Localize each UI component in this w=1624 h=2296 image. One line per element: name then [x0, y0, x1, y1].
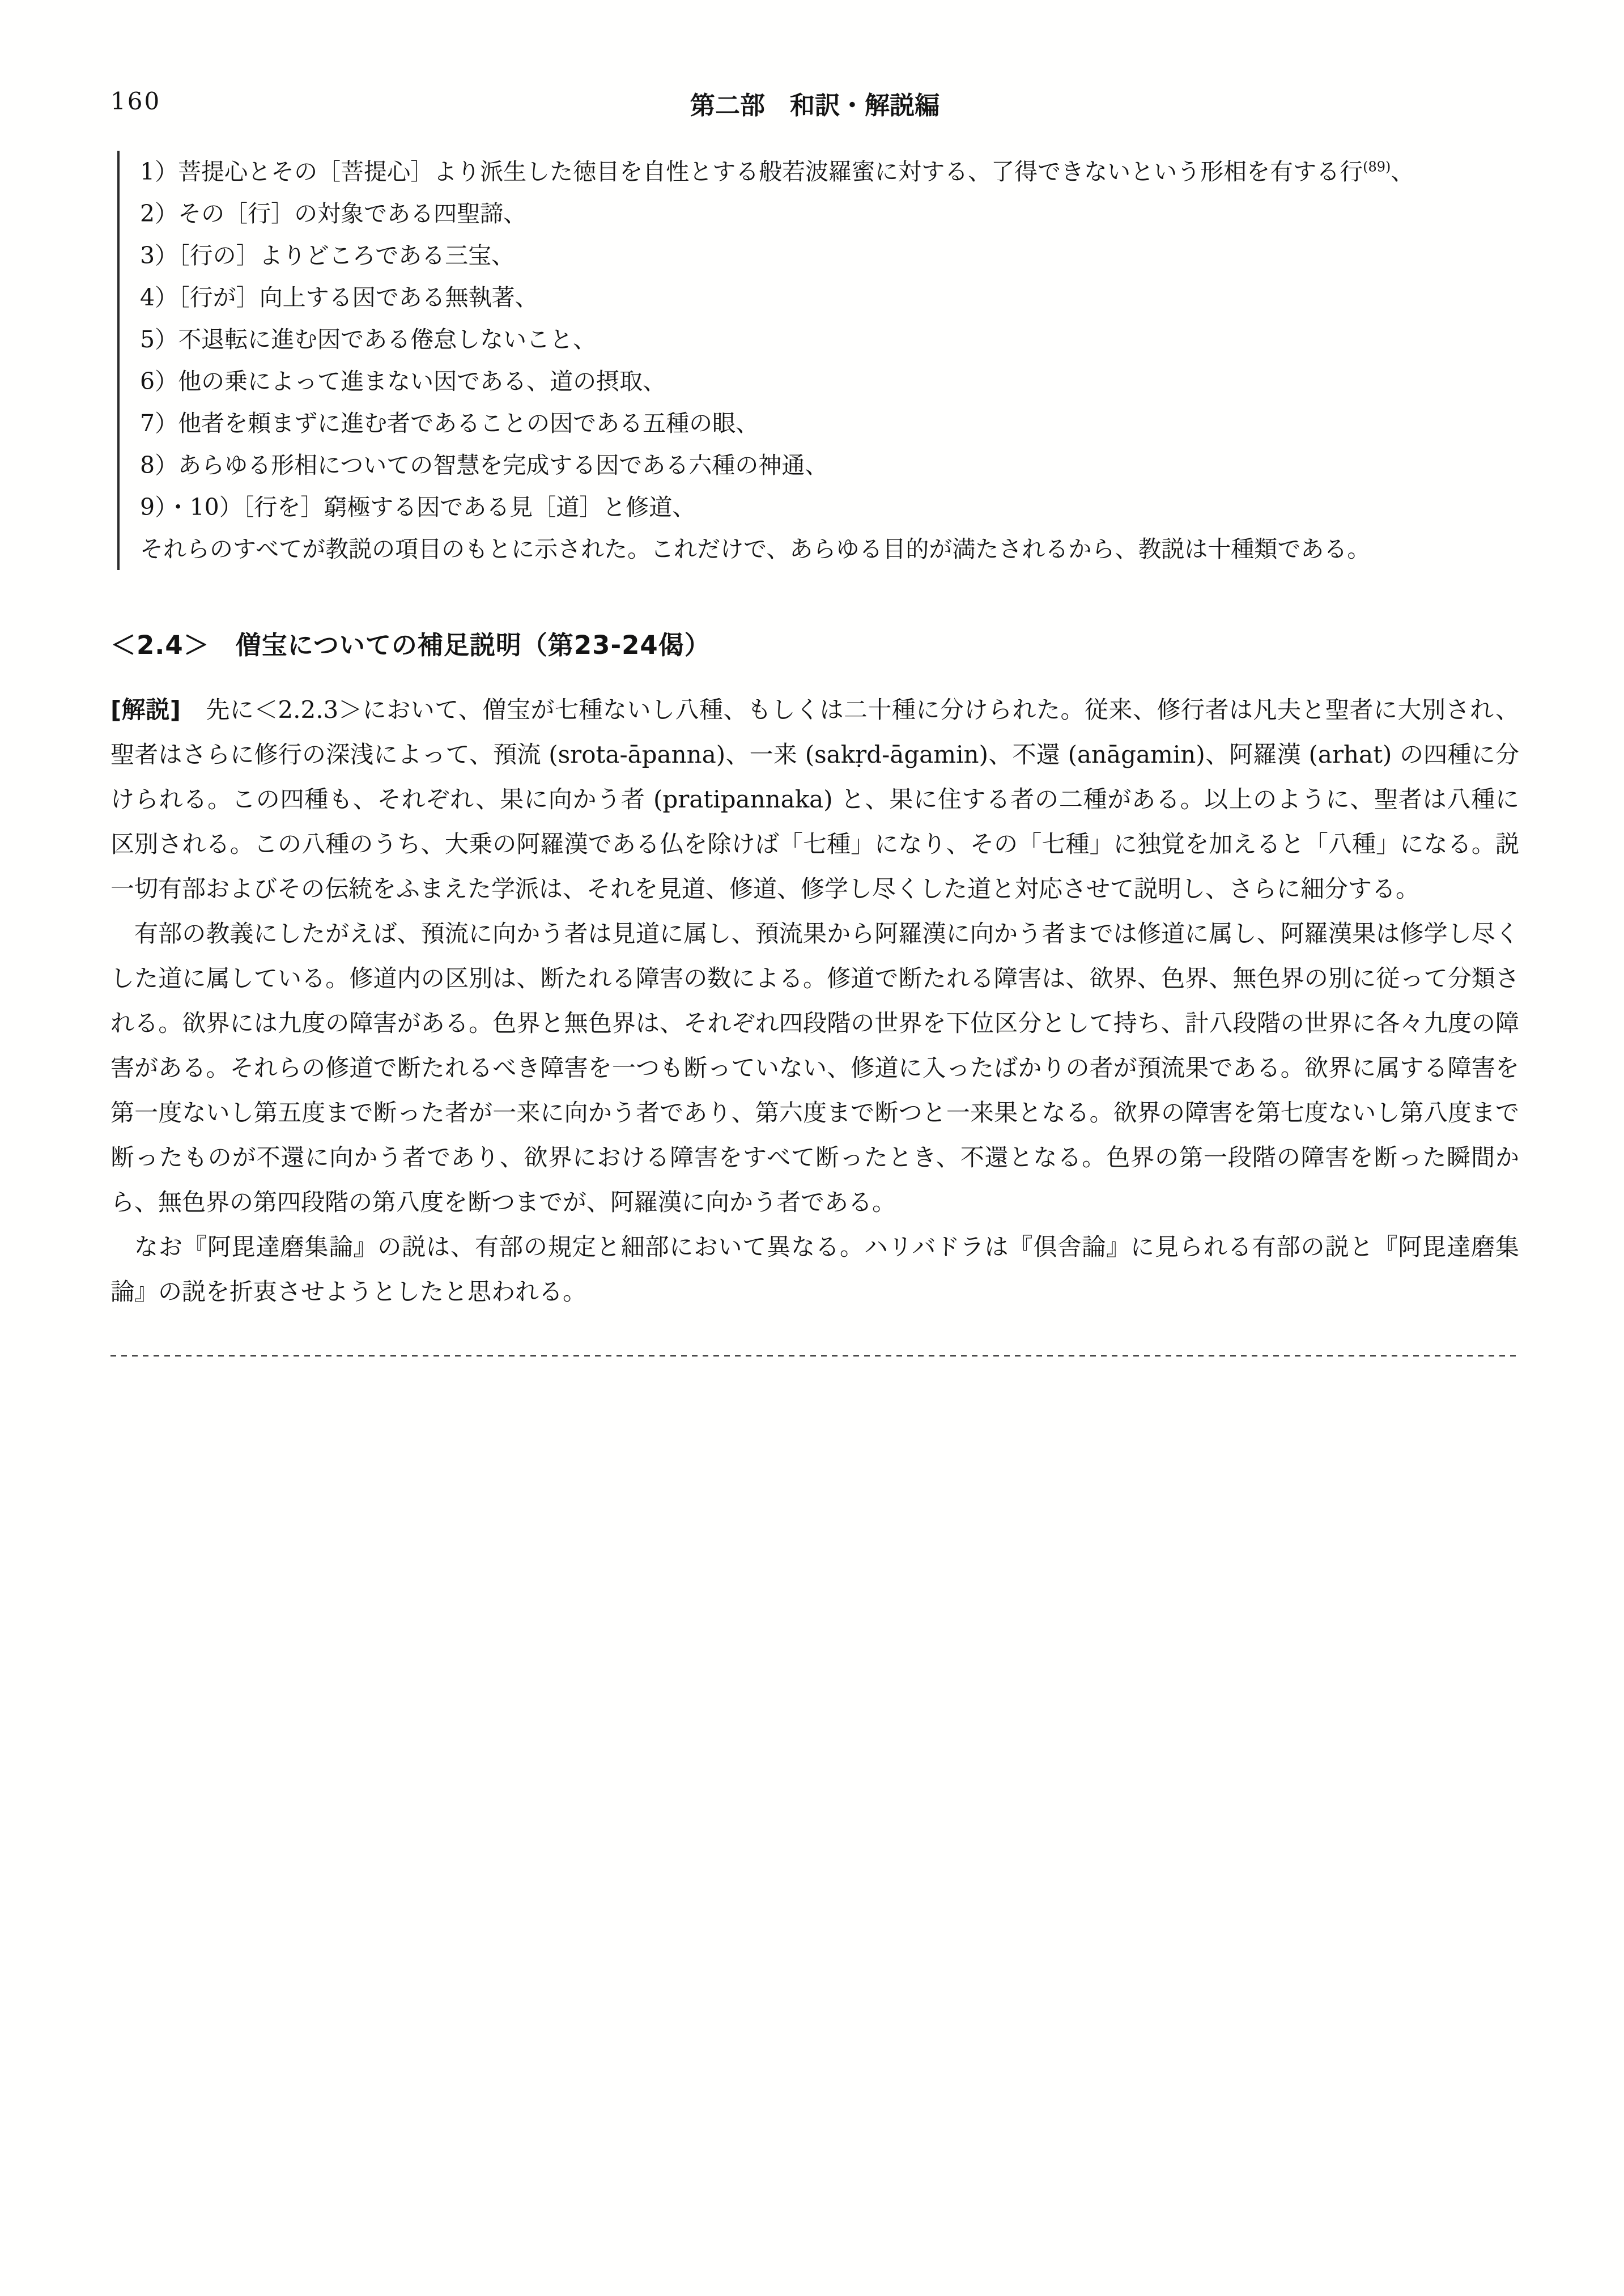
commentary-paragraph-3: なお『阿毘達磨集論』の説は、有部の規定と細部において異なる。ハリバドラは『倶舎論』に見られる有部の説と『阿毘達磨集論』の説を折衷させようとしたと思われる。 — [110, 1233, 1519, 1306]
list-item-2: 2）その［行］の対象である四聖諦、 — [140, 200, 527, 227]
section-heading: ＜2.4＞ 僧宝についての補足説明（第23-24偈） — [110, 630, 711, 660]
page-number: 160 — [110, 87, 161, 115]
footnote-marker: (89) — [1363, 159, 1391, 175]
list-item-1-tail: 、 — [1391, 158, 1414, 185]
list-item-1-text: 1）菩提心とその［菩提心］より派生した徳目を自性とする般若波羅蜜に対する、了得できないという形相を有する行 — [140, 158, 1363, 185]
list-item-3: 3）［行の］よりどころである三宝、 — [140, 242, 515, 269]
list-item-1 — [140, 151, 1516, 193]
list-closing-sentence: それらのすべてが教説の項目のもとに示された。これだけで、あらゆる目的が満たされるから、教説は十種類である。 — [140, 535, 1371, 563]
commentary-label: [解説] — [110, 696, 181, 724]
list-item-8: 8）あらゆる形相についての智慧を完成する因である六種の神通、 — [140, 452, 828, 479]
commentary-paragraph-1 — [110, 687, 1519, 911]
list-item-4: 4）［行が］向上する因である無執著、 — [140, 284, 538, 311]
page-header — [110, 85, 1519, 121]
list-item-6: 6）他の乗によって進まない因である、道の摂取、 — [140, 368, 666, 395]
commentary-paragraph-2: 有部の教義にしたがえば、預流に向かう者は見道に属し、預流果から阿羅漢に向かう者までは修道に属し、阿羅漢果は修学し尽くした道に属している。修道内の区別は、断たれる障害の数による。修道で断たれる障害は、欲界、色界、無色界の別に従って分類される。欲界には九度の障害がある。色界と無色界は、それぞれ四段階の世界を下位区分として持ち、計八段階の世界に各々九度の障害がある。それらの修道で断たれるべき障害を一つも断っていない、修道に入ったばかりの者が預流果である。欲界に属する障害を第一度ないし第五度まで断った者が一来に向かう者であり、第六度まで断つと一来果となる。欲界の障害を第七度ないし第八度まで断ったものが不還に向かう者であり、欲界における障害をすべて断ったとき、不還となる。色界の第一段階の障害を断った瞬間から、無色界の第四段階の第八度を断つまでが、阿羅漢に向かう者である。 — [110, 920, 1519, 1216]
quoted-list-block — [117, 151, 1519, 570]
list-item-5: 5）不退転に進む因である倦怠しないこと、 — [140, 326, 597, 353]
list-item-7: 7）他者を頼まずに進む者であることの因である五種の眼、 — [140, 410, 759, 437]
list-item-9-10: 9）・10）［行を］窮極する因である見［道］と修道、 — [140, 494, 696, 521]
page-header-title: 第二部 和訳・解説編 — [690, 91, 939, 120]
commentary-paragraph-1-text: 先に＜2.2.3＞において、僧宝が七種ないし八種、もしくは二十種に分けられた。従来、修行者は凡夫と聖者に大別され、聖者はさらに修行の深浅によって、預流 (srota-āpanna)、一来 (sakṛd-āgamin)、不還 (anāgamin)、阿羅漢 (arhat) の四種に分けられる。この四種も、それぞれ、果に向かう者 (pratipannaka) と、果に住する者の二種がある。以上のように、聖者は八種に区別される。この八種のうち、大乗の阿羅漢である仏を除けば「七種」になり、その「七種」に独覚を加えると「八種」になる。説一切有部およびその伝統をふまえた学派は、それを見道、修道、修学し尽くした道と対応させて説明し、さらに細分する。 — [110, 696, 1519, 903]
commentary-section — [110, 687, 1519, 1314]
footnote-separator — [110, 1355, 1519, 1357]
